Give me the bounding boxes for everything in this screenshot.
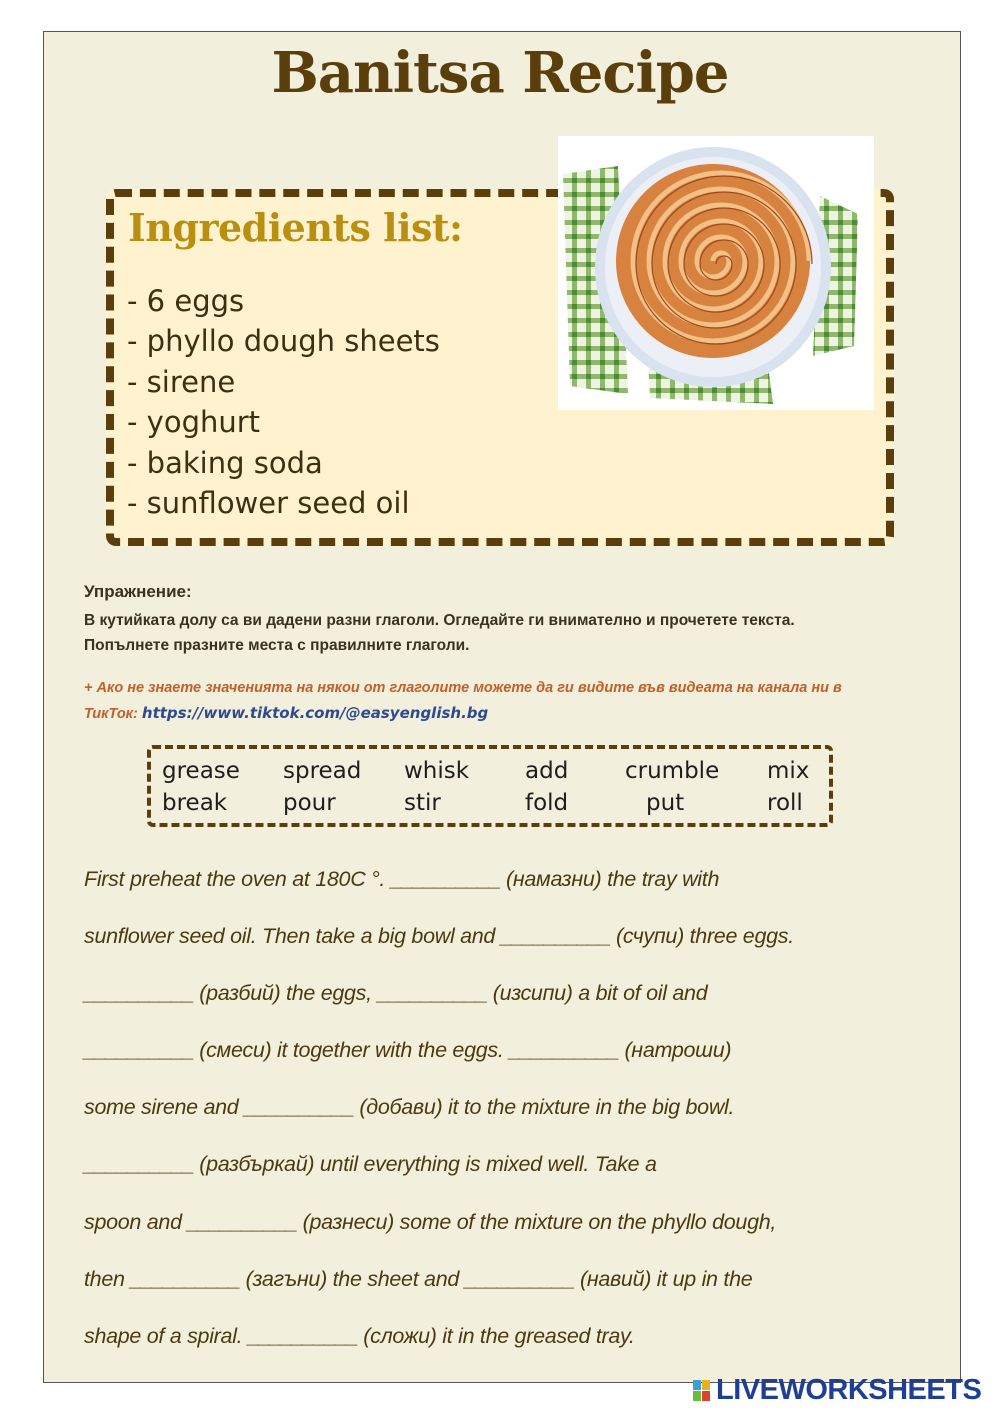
ingredient-item: - sirene (127, 364, 236, 399)
text-segment: (намазни) the tray with (500, 867, 720, 891)
recipe-line (84, 971, 914, 1028)
text-segment: (изсипи) a bit of oil and (487, 981, 708, 1006)
text-segment: shape of a spiral. (84, 1323, 249, 1348)
exercise-text-line: Попълнете празните места с правилните глаголи. (84, 637, 470, 654)
tiktok-link[interactable]: https://www.tiktok.com/@easyenglish.bg (141, 704, 489, 722)
verb-word: mix (767, 758, 810, 784)
recipe-line (84, 1085, 914, 1142)
verb-word: break (162, 790, 228, 816)
answer-blank[interactable]: __________ (248, 1323, 358, 1348)
ingredient-item: - baking soda (127, 445, 323, 480)
answer-blank[interactable]: __________ (464, 1266, 575, 1291)
tiktok-note (84, 676, 944, 727)
text-segment: spoon and (84, 1209, 188, 1234)
verb-word: pour (283, 790, 336, 816)
exercise-instructions (84, 582, 944, 658)
answer-blank[interactable]: __________ (509, 1038, 619, 1063)
text-segment: (смеси) it together with the eggs. (193, 1038, 510, 1063)
recipe-line (84, 914, 914, 971)
verb-bank-box (147, 745, 833, 827)
verb-word: fold (525, 790, 569, 816)
text-segment: (счупи) three eggs. (610, 924, 794, 949)
verb-word: stir (404, 790, 441, 816)
recipe-line (84, 1028, 914, 1085)
answer-blank[interactable]: __________ (244, 1095, 354, 1120)
answer-blank[interactable]: __________ (390, 867, 501, 891)
page-title: Banitsa Recipe (271, 40, 729, 106)
text-segment: (натроши) (618, 1038, 732, 1063)
ingredients-list (127, 281, 440, 523)
ingredient-item: - sunflower seed oil (127, 485, 410, 520)
text-segment: (сложи) it in the greased tray. (357, 1323, 635, 1348)
note-link-line (84, 701, 944, 727)
ingredient-item: - 6 eggs (127, 284, 245, 318)
verb-word: grease (162, 758, 240, 784)
verb-word: add (525, 758, 569, 784)
verb-word: spread (283, 758, 362, 784)
text-segment: (добави) it to the mixture in the big bowl. (353, 1095, 735, 1120)
recipe-line (84, 857, 914, 914)
text-segment: (навий) it up in the (574, 1266, 753, 1291)
answer-blank[interactable]: __________ (130, 1266, 240, 1291)
note-prefix: ТикТок: (84, 706, 142, 722)
recipe-text (84, 857, 914, 1371)
ingredient-item: - yoghurt (127, 405, 261, 440)
answer-blank[interactable]: __________ (84, 1038, 194, 1063)
verb-word: whisk (404, 758, 470, 784)
exercise-text-line: В кутийката долу са ви дадени разни глаголи. Огледайте ги внимателно и прочетете текста. (84, 612, 795, 629)
answer-blank[interactable]: __________ (84, 1152, 194, 1177)
exercise-heading: Упражнение: (84, 582, 192, 601)
text-segment: First preheat the oven at 180C °. (84, 867, 391, 891)
ingredients-heading: Ingredients list: (128, 205, 463, 250)
banitsa-photo (558, 136, 874, 410)
recipe-line (84, 1314, 914, 1371)
answer-blank[interactable]: __________ (84, 981, 194, 1006)
answer-blank[interactable]: __________ (500, 924, 611, 949)
ingredient-item: - phyllo dough sheets (127, 324, 440, 359)
text-segment: (загъни) the sheet and (239, 1266, 465, 1291)
recipe-line (84, 1142, 914, 1199)
text-segment: sunflower seed oil. Then take a big bowl and (84, 924, 501, 949)
verb-word: put (646, 790, 685, 816)
text-segment: (разбий) the eggs, (193, 981, 378, 1006)
liveworksheets-logo-icon (693, 1380, 711, 1402)
answer-blank[interactable]: __________ (187, 1209, 297, 1234)
verb-word: crumble (625, 758, 720, 784)
text-segment: some sirene and (84, 1095, 245, 1120)
text-segment: then (84, 1266, 131, 1291)
brand-wordmark: LIVEWORKSHEETS (716, 1374, 982, 1406)
answer-blank[interactable]: __________ (377, 981, 488, 1006)
recipe-line (84, 1200, 914, 1257)
verb-word: roll (767, 790, 803, 816)
recipe-line (84, 1257, 914, 1314)
note-text: + Ако не знаете значенията на някои от глаголите можете да ги видите във видеата на канала ни в (84, 680, 842, 696)
text-segment: (разбъркай) until everything is mixed well. Take a (193, 1152, 657, 1177)
text-segment: (разнеси) some of the mixture on the phyllo dough, (296, 1209, 777, 1234)
